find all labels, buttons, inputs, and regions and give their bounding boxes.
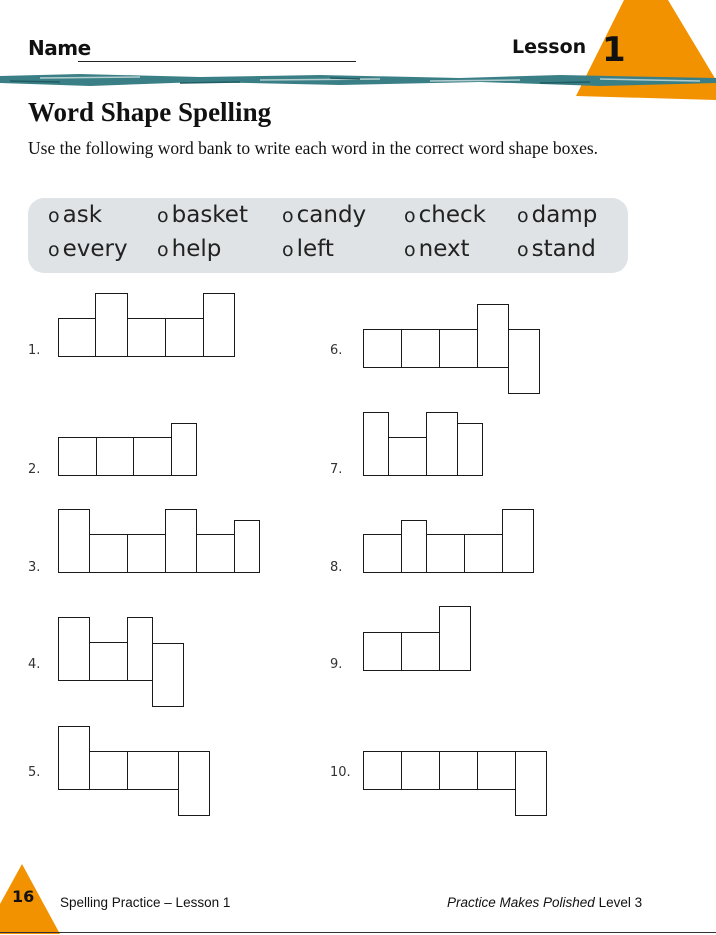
letter-box[interactable] [89,751,128,790]
word-bank-item[interactable]: o left [282,236,334,262]
letter-box[interactable] [178,751,210,816]
word-bank-item[interactable]: o next [404,236,470,262]
checkbox-circle-icon: o [157,205,169,227]
letter-box[interactable] [196,534,235,573]
footer-rule [0,932,716,933]
checkbox-circle-icon: o [517,239,529,261]
letter-box[interactable] [58,617,90,681]
letter-box[interactable] [401,520,427,573]
word-bank-item[interactable]: o ask [48,202,103,228]
instructions: Use the following word bank to write each word in the correct word shape boxes. [28,138,599,158]
checkbox-circle-icon: o [48,239,60,261]
letter-box[interactable] [171,423,197,476]
word-bank-item[interactable]: o every [48,236,128,262]
lesson-number: 1 [602,30,626,70]
letter-box[interactable] [127,751,179,790]
letter-box[interactable] [165,509,197,573]
exercise-number: 5. [28,765,41,780]
page-number: 16 [12,887,35,906]
letter-box[interactable] [508,329,540,394]
letter-box[interactable] [502,509,534,573]
checkbox-circle-icon: o [282,239,294,261]
letter-box[interactable] [234,520,260,573]
letter-box[interactable] [426,534,465,573]
footer-book-name: Practice Makes Polished [447,895,595,910]
footer-level: Level 3 [594,895,643,910]
letter-box[interactable] [363,412,389,476]
checkbox-circle-icon: o [48,205,60,227]
word-bank [28,198,628,273]
letter-box[interactable] [58,318,96,357]
brush-stroke-divider [0,72,716,88]
letter-box[interactable] [133,437,172,476]
letter-box[interactable] [401,632,440,671]
letter-box[interactable] [89,534,128,573]
exercise-number: 8. [330,560,343,575]
checkbox-circle-icon: o [404,239,416,261]
word-bank-item[interactable]: o candy [282,202,367,228]
name-line[interactable] [78,61,356,62]
letter-box[interactable] [165,318,204,357]
letter-box[interactable] [152,643,184,707]
exercise-number: 4. [28,657,41,672]
letter-box[interactable] [426,412,458,476]
letter-box[interactable] [457,423,483,476]
letter-box[interactable] [127,617,153,681]
letter-box[interactable] [388,437,427,476]
word-bank-item[interactable]: o help [157,236,222,262]
letter-box[interactable] [477,751,516,790]
lesson-label: Lesson [512,36,587,58]
exercise-number: 2. [28,462,41,477]
letter-box[interactable] [464,534,503,573]
letter-box[interactable] [439,329,478,368]
letter-box[interactable] [363,632,402,671]
letter-box[interactable] [363,329,402,368]
letter-box[interactable] [363,751,402,790]
letter-box[interactable] [515,751,547,816]
letter-box[interactable] [363,534,402,573]
letter-box[interactable] [95,293,128,357]
letter-box[interactable] [477,304,509,368]
letter-box[interactable] [58,437,97,476]
exercise-number: 3. [28,560,41,575]
exercise-number: 10. [330,765,351,780]
letter-box[interactable] [127,318,166,357]
checkbox-circle-icon: o [517,205,529,227]
letter-box[interactable] [89,642,128,681]
word-bank-item[interactable]: o check [404,202,486,228]
letter-box[interactable] [127,534,166,573]
checkbox-circle-icon: o [404,205,416,227]
letter-box[interactable] [58,509,90,573]
page-title: Word Shape Spelling [28,97,272,127]
checkbox-circle-icon: o [282,205,294,227]
word-bank-item[interactable]: o stand [517,236,596,262]
exercise-number: 1. [28,343,41,358]
exercise-number: 7. [330,462,343,477]
footer-book-title [447,895,642,910]
word-bank-item[interactable]: o basket [157,202,248,228]
checkbox-circle-icon: o [157,239,169,261]
exercise-number: 9. [330,657,343,672]
letter-box[interactable] [96,437,134,476]
letter-box[interactable] [401,329,440,368]
letter-box[interactable] [439,606,471,671]
letter-box[interactable] [58,726,90,790]
letter-box[interactable] [401,751,440,790]
name-label: Name [28,36,91,60]
exercise-number: 6. [330,343,343,358]
footer-lesson-text: Spelling Practice – Lesson 1 [60,895,231,910]
letter-box[interactable] [439,751,478,790]
letter-box[interactable] [203,293,235,357]
word-bank-item[interactable]: o damp [517,202,598,228]
